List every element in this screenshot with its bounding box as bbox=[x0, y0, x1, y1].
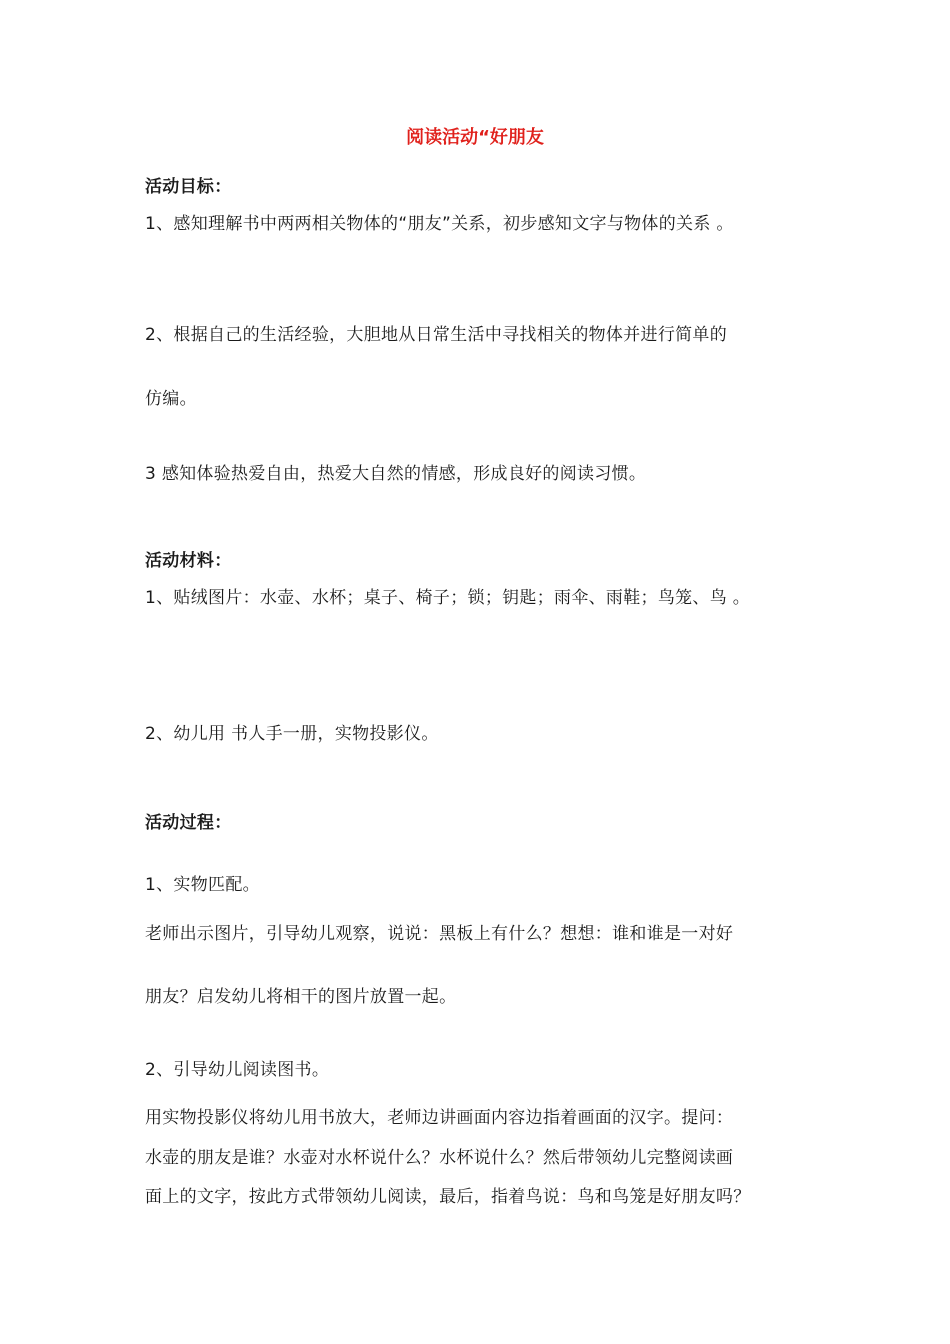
material-item-1: 1、贴绒图片：水壶、水杯；桌子、椅子；锁；钥匙；雨伞、雨鞋；鸟笼、鸟 。 bbox=[145, 588, 751, 608]
goal-item-3: 3 感知体验热爱自由，热爱大自然的情感，形成良好的阅读习惯。 bbox=[145, 464, 647, 484]
process-step-1-text-continued: 朋友？启发幼儿将相干的图片放置一起。 bbox=[145, 987, 457, 1007]
goal-item-1: 1、感知理解书中两两相关物体的“朋友”关系，初步感知文字与物体的关系 。 bbox=[145, 214, 734, 234]
process-step-2-text-line-2: 水壶的朋友是谁？水壶对水杯说什么？水杯说什么？然后带领幼儿完整阅读画 bbox=[145, 1148, 734, 1168]
material-item-2: 2、幼儿用 书人手一册，实物投影仪。 bbox=[145, 724, 439, 744]
process-step-1-text: 老师出示图片，引导幼儿观察，说说：黑板上有什么？想想：谁和谁是一对好 bbox=[145, 924, 734, 944]
document-title: 阅读活动“好朋友 bbox=[406, 127, 544, 148]
goals-heading: 活动目标： bbox=[145, 177, 232, 197]
process-step-2-text-line-3: 面上的文字，按此方式带领幼儿阅读，最后，指着鸟说：鸟和鸟笼是好朋友吗？ bbox=[145, 1187, 751, 1207]
goal-item-2-continued: 仿编。 bbox=[145, 389, 197, 409]
materials-heading: 活动材料： bbox=[145, 551, 232, 571]
process-step-2-text: 用实物投影仪将幼儿用书放大，老师边讲画面内容边指着画面的汉字。提问： bbox=[145, 1108, 734, 1128]
process-step-2: 2、引导幼儿阅读图书。 bbox=[145, 1060, 330, 1080]
process-heading: 活动过程： bbox=[145, 813, 232, 833]
goal-item-2: 2、根据自己的生活经验，大胆地从日常生活中寻找相关的物体并进行简单的 bbox=[145, 325, 728, 345]
process-step-1: 1、实物匹配。 bbox=[145, 875, 260, 895]
